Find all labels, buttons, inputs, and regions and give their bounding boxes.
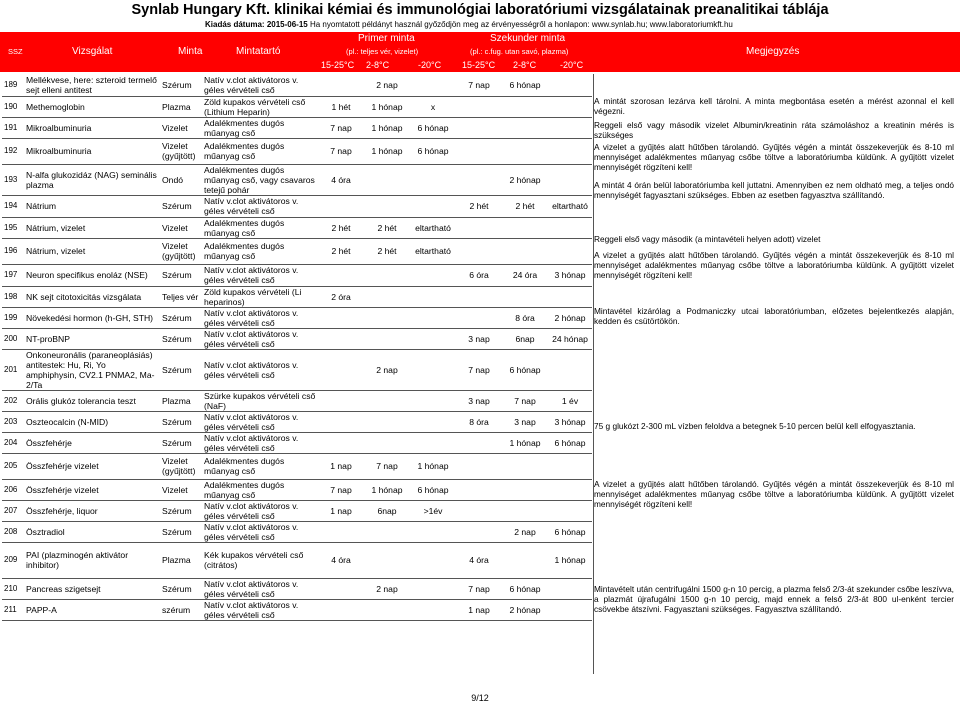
primer-storage-1: 2 óra [318,286,364,307]
szekunder-storage-2 [502,117,548,138]
primer-storage-2 [364,599,410,620]
test-name: Neuron specifikus enoláz (NSE) [24,264,160,286]
row-number: 209 [2,542,24,578]
primer-storage-1 [318,307,364,328]
primer-storage-1 [318,349,364,390]
temp-4: 15-25°C [462,60,496,70]
primer-storage-1: 4 óra [318,542,364,578]
test-name: Ösztradiol [24,521,160,542]
primer-storage-3 [410,411,456,432]
sample-material: Szérum [160,307,202,328]
note-198: Mintavétel kizárólag a Podmaniczky utcai laboratóriumban, előzetes bejelentkezés alapján, kedden és csütörtökön. [594,306,954,327]
szekunder-storage-3: 1 hónap [548,542,592,578]
test-name: PAPP-A [24,599,160,620]
szekunder-storage-3 [548,500,592,521]
primer-storage-1 [318,521,364,542]
header-ssz: SSZ [8,47,23,56]
primer-storage-1: 7 nap [318,479,364,500]
szekunder-storage-1 [456,217,502,238]
test-name: PAI (plazminogén aktivátor inhibitor) [24,542,160,578]
table-row [2,500,592,521]
szekunder-storage-1 [456,500,502,521]
primer-storage-2: 2 nap [364,578,410,599]
sample-material: Szérum [160,521,202,542]
szekunder-storage-1: 7 nap [456,349,502,390]
primer-storage-3 [410,286,456,307]
primer-storage-3 [410,349,456,390]
szekunder-storage-2: 24 óra [502,264,548,286]
document-title: Synlab Hungary Kft. klinikai kémiai és immunológiai laboratóriumi vizsgálatainak preanalitikai táblája [131,2,829,18]
issue-line [205,19,960,31]
sample-material: Plazma [160,542,202,578]
szekunder-storage-2: 2 hónap [502,599,548,620]
primer-storage-2 [364,195,410,217]
primer-storage-1: 1 hét [318,96,364,117]
primer-storage-2: 2 nap [364,349,410,390]
primer-storage-2 [364,521,410,542]
szekunder-storage-3 [548,349,592,390]
table-row [2,411,592,432]
primer-storage-1 [318,264,364,286]
sample-container: Natív v.clot aktivátoros v. géles vérvételi cső [202,411,318,432]
issue-date: 2015-06-15 [266,20,308,29]
sample-container: Natív v.clot aktivátoros v. géles vérvételi cső [202,74,318,96]
szekunder-storage-3 [548,138,592,164]
szekunder-storage-2 [502,217,548,238]
szekunder-storage-2: 2 nap [502,521,548,542]
primer-storage-3: 1 hónap [410,453,456,479]
primer-storage-3 [410,542,456,578]
test-name: Onkoneuronális (paraneoplásiás) antitestek: Hu, Ri, Yo amphiphysin, CV2.1 PNMA2, Ma-2/Ta [24,349,160,390]
test-name: NT-proBNP [24,328,160,349]
row-number: 192 [2,138,24,164]
note-190: A mintát szorosan lezárva kell tárolni. A minta megbontása esetén a mérést azonnal el kell végezni. [594,96,954,117]
primer-storage-3: 6 hónap [410,138,456,164]
sample-material: szérum [160,599,202,620]
table-header [0,32,960,72]
sample-container: Natív v.clot aktivátoros v. géles vérvételi cső [202,521,318,542]
primer-storage-2 [364,432,410,453]
szekunder-storage-1: 2 hét [456,195,502,217]
test-name: Mikroalbuminuria [24,117,160,138]
test-name: Nátrium, vizelet [24,238,160,264]
szekunder-storage-2 [502,453,548,479]
sample-container: Adalékmentes dugós műanyag cső, vagy csavaros tetejű pohár [202,164,318,195]
szekunder-storage-3 [548,217,592,238]
szekunder-storage-3 [548,238,592,264]
primer-storage-1 [318,390,364,411]
szekunder-storage-3: 3 hónap [548,264,592,286]
szekunder-storage-1 [456,164,502,195]
szekunder-storage-2: 6 hónap [502,74,548,96]
primer-storage-2: 1 hónap [364,117,410,138]
temp-6: -20°C [560,60,584,70]
row-number: 203 [2,411,24,432]
primer-storage-2 [364,542,410,578]
primer-storage-1: 7 nap [318,117,364,138]
szekunder-storage-1: 4 óra [456,542,502,578]
szekunder-storage-1: 6 óra [456,264,502,286]
primer-storage-1: 2 hét [318,238,364,264]
primer-storage-2 [364,411,410,432]
primer-storage-1 [318,432,364,453]
szekunder-storage-3 [548,578,592,599]
table-row [2,96,592,117]
szekunder-storage-2: 6nap [502,328,548,349]
szekunder-storage-1 [456,479,502,500]
table-row [2,286,592,307]
test-name: Orális glukóz tolerancia teszt [24,390,160,411]
sample-material: Szérum [160,500,202,521]
sample-material: Szérum [160,328,202,349]
szekunder-storage-3: 24 hónap [548,328,592,349]
test-name: Oszteocalcin (N-MID) [24,411,160,432]
table-row [2,164,592,195]
row-number: 206 [2,479,24,500]
header-minta: Minta [178,46,203,57]
sample-material: Szérum [160,264,202,286]
test-name: Mellékvese, here: szteroid termelő sejt elleni antitest [24,74,160,96]
sample-material: Ondó [160,164,202,195]
issue-label: Kiadás dátuma: [205,20,265,29]
szekunder-storage-2: 3 nap [502,411,548,432]
table-row [2,217,592,238]
row-number: 194 [2,195,24,217]
sample-material: Plazma [160,390,202,411]
sample-container: Adalékmentes dugós műanyag cső [202,238,318,264]
note-205: A vizelet a gyűjtés alatt hűtőben tárolandó. Gyűjtés végén a mintát összekeverjük és 8-10 ml mennyiséget adalékmentes műanyag csőbe töltve a laboratóriumba küldünk. A gyűjtött vizelet mennyiségét rögzíteni kell! [594,479,954,510]
sample-material: Vizelet (gyűjtött) [160,453,202,479]
sample-material: Vizelet [160,217,202,238]
sample-material: Szérum [160,349,202,390]
primer-storage-1 [318,578,364,599]
primer-storage-2: 6nap [364,500,410,521]
primer-storage-3 [410,195,456,217]
szekunder-storage-1: 7 nap [456,578,502,599]
primer-storage-2: 2 hét [364,238,410,264]
note-191: Reggeli első vagy második vizelet Albumin/kreatinin ráta számoláshoz a kreatinin mérés is szükséges [594,120,954,141]
primer-storage-3: eltartható [410,217,456,238]
szekunder-storage-3 [548,117,592,138]
table-row [2,599,592,620]
table-row [2,117,592,138]
test-name: Növekedési hormon (h-GH, STH) [24,307,160,328]
sample-container: Adalékmentes dugós műanyag cső [202,217,318,238]
szekunder-storage-2: 1 hónap [502,432,548,453]
primer-storage-2 [364,286,410,307]
row-number: 208 [2,521,24,542]
sample-material: Szérum [160,411,202,432]
row-number: 211 [2,599,24,620]
header-szekunder: Szekunder minta [490,33,566,44]
row-number: 210 [2,578,24,599]
sample-material: Vizelet (gyűjtött) [160,138,202,164]
table-row [2,542,592,578]
primer-storage-1 [318,411,364,432]
table-row [2,238,592,264]
table-row [2,328,592,349]
szekunder-storage-1: 3 nap [456,390,502,411]
sample-material: Szérum [160,195,202,217]
row-number: 204 [2,432,24,453]
primer-storage-2: 1 hónap [364,138,410,164]
sample-container: Natív v.clot aktivátoros v. géles vérvételi cső [202,307,318,328]
szekunder-storage-1: 7 nap [456,74,502,96]
szekunder-storage-1 [456,138,502,164]
primer-storage-3 [410,328,456,349]
page-number: 9/12 [471,693,489,703]
row-number: 193 [2,164,24,195]
row-number: 190 [2,96,24,117]
szekunder-storage-3 [548,164,592,195]
sample-container: Natív v.clot aktivátoros v. géles vérvételi cső [202,264,318,286]
primer-storage-3 [410,578,456,599]
sample-material: Vizelet [160,117,202,138]
szekunder-storage-2 [502,138,548,164]
row-number: 205 [2,453,24,479]
szekunder-storage-2: 2 hónap [502,164,548,195]
primer-storage-3 [410,390,456,411]
row-number: 197 [2,264,24,286]
primer-storage-3 [410,164,456,195]
issue-note: Ha nyomtatott példányt használ győződjön meg az érvényességről a honlapon: www.synlab.hu; www.laboratoriumkft.hu [309,20,733,29]
szekunder-storage-3 [548,96,592,117]
sample-container: Natív v.clot aktivátoros v. géles vérvételi cső [202,500,318,521]
row-number: 196 [2,238,24,264]
header-vizsgalat: Vizsgálat [72,46,113,57]
primer-storage-1: 1 nap [318,500,364,521]
primer-storage-3 [410,599,456,620]
row-number: 202 [2,390,24,411]
szekunder-storage-3: 2 hónap [548,307,592,328]
table-row [2,479,592,500]
primer-storage-1 [318,328,364,349]
note-209: Mintavételt után centrifugálni 1500 g-n 10 percig, a plazma felső 2/3-át szekunder csőbe leszívva, a plazmát újrafugálni 1500 g-n 10 percig, majd ennek a felső 2/3-át 800 ul-enként tercier csövekbe átszívni. Fagyasztani szükséges. Fagyasztva szállítandó. [594,584,954,615]
row-number: 207 [2,500,24,521]
szekunder-storage-2: 2 hét [502,195,548,217]
test-name: Összfehérje [24,432,160,453]
sample-container: Szürke kupakos vérvételi cső (NaF) [202,390,318,411]
szekunder-storage-2: 8 óra [502,307,548,328]
table-row [2,390,592,411]
primer-storage-2 [364,307,410,328]
table-row [2,307,592,328]
row-number: 200 [2,328,24,349]
primer-storage-3 [410,521,456,542]
primer-storage-2 [364,264,410,286]
szekunder-storage-3: eltartható [548,195,592,217]
row-number: 198 [2,286,24,307]
test-name: Nátrium, vizelet [24,217,160,238]
sample-material: Teljes vér [160,286,202,307]
sample-container: Natív v.clot aktivátoros v. géles vérvételi cső [202,432,318,453]
sample-container: Natív v.clot aktivátoros v. géles vérvételi cső [202,349,318,390]
temp-1: 15-25°C [321,60,355,70]
table-row [2,432,592,453]
test-name: Összfehérje vizelet [24,479,160,500]
table-row [2,521,592,542]
sample-container: Zöld kupakos vérvételi cső (Lithium Heparin) [202,96,318,117]
note-196: A vizelet a gyűjtés alatt hűtőben tárolandó. Gyűjtés végén a mintát összekeverjük és 8-10 ml mennyiséget adalékmentes műanyag csőbe töltve a laboratóriumba küldünk. A gyűjtött vizelet mennyiségét rögzíteni kell! [594,250,954,281]
primer-storage-3 [410,264,456,286]
table-row [2,264,592,286]
primer-storage-2: 1 hónap [364,96,410,117]
primer-storage-2: 2 hét [364,217,410,238]
test-name: NK sejt citotoxicitás vizsgálata [24,286,160,307]
szekunder-storage-2 [502,479,548,500]
szekunder-storage-2 [502,238,548,264]
note-195: Reggeli első vagy második (a mintavételi helyen adott) vizelet [594,234,821,244]
primer-storage-3 [410,307,456,328]
sample-container: Adalékmentes dugós műanyag cső [202,479,318,500]
sample-container: Adalékmentes dugós műanyag cső [202,453,318,479]
szekunder-storage-2 [502,500,548,521]
szekunder-storage-3 [548,479,592,500]
primer-storage-3: >1év [410,500,456,521]
table-row [2,349,592,390]
szekunder-storage-1: 3 nap [456,328,502,349]
szekunder-storage-3: 6 hónap [548,521,592,542]
szekunder-storage-1 [456,307,502,328]
primer-storage-1: 4 óra [318,164,364,195]
szekunder-storage-1 [456,96,502,117]
header-primer-sub: (pl.: teljes vér, vizelet) [346,47,419,56]
szekunder-storage-2: 6 hónap [502,349,548,390]
test-name: N-alfa glukozidáz (NAG) seminális plazma [24,164,160,195]
primer-storage-3: eltartható [410,238,456,264]
szekunder-storage-1 [456,117,502,138]
szekunder-storage-3 [548,453,592,479]
primer-storage-3: 6 hónap [410,479,456,500]
szekunder-storage-1 [456,286,502,307]
primer-storage-3 [410,432,456,453]
row-number: 201 [2,349,24,390]
test-name: Methemoglobin [24,96,160,117]
szekunder-storage-3 [548,286,592,307]
szekunder-storage-3: 6 hónap [548,432,592,453]
szekunder-storage-1 [456,453,502,479]
primer-storage-3: x [410,96,456,117]
sample-material: Vizelet [160,479,202,500]
primer-storage-3 [410,74,456,96]
primer-storage-1 [318,195,364,217]
table-row [2,74,592,96]
test-name: Nátrium [24,195,160,217]
szekunder-storage-1: 8 óra [456,411,502,432]
header-megjegyzes: Megjegyzés [746,46,800,57]
szekunder-storage-3: 3 hónap [548,411,592,432]
sample-container: Zöld kupakos vérvételi (Li heparinos) [202,286,318,307]
sample-container: Natív v.clot aktivátoros v. géles vérvételi cső [202,599,318,620]
sample-material: Vizelet (gyűjtött) [160,238,202,264]
szekunder-storage-3: 1 év [548,390,592,411]
szekunder-storage-2 [502,286,548,307]
table-row [2,453,592,479]
temp-5: 2-8°C [513,60,537,70]
szekunder-storage-2 [502,542,548,578]
sample-container: Natív v.clot aktivátoros v. géles vérvételi cső [202,578,318,599]
header-mintatarto: Mintatartó [236,46,281,57]
primer-storage-2 [364,390,410,411]
szekunder-storage-2: 7 nap [502,390,548,411]
note-202: 75 g glukózt 2-300 mL vízben feloldva a betegnek 5-10 percen belül kell elfogyasztania. [594,421,916,431]
primer-storage-1: 2 hét [318,217,364,238]
header-primer: Primer minta [358,33,415,44]
preanalytics-table [2,74,592,621]
primer-storage-1: 7 nap [318,138,364,164]
primer-storage-1: 1 nap [318,453,364,479]
row-number: 199 [2,307,24,328]
sample-material: Szérum [160,432,202,453]
szekunder-storage-1: 1 nap [456,599,502,620]
szekunder-storage-2: 6 hónap [502,578,548,599]
test-name: Összfehérje, liquor [24,500,160,521]
sample-container: Adalékmentes dugós műanyag cső [202,138,318,164]
note-193: A mintát 4 órán belül laboratóriumba kell juttatni. Amennyiben ez nem oldható meg, a teljes ondó mennyiségét fagyasztani szükséges. Ebben az esetben fagyasztva szállítandó. [594,180,954,201]
primer-storage-1 [318,599,364,620]
sample-material: Plazma [160,96,202,117]
szekunder-storage-3 [548,599,592,620]
row-number: 189 [2,74,24,96]
row-number: 195 [2,217,24,238]
sample-container: Kék kupakos vérvételi cső (citrátos) [202,542,318,578]
sample-material: Szérum [160,74,202,96]
table-row [2,195,592,217]
szekunder-storage-1 [456,521,502,542]
test-name: Mikroalbuminuria [24,138,160,164]
szekunder-storage-2 [502,96,548,117]
primer-storage-2: 7 nap [364,453,410,479]
sample-container: Natív v.clot aktivátoros v. géles vérvételi cső [202,328,318,349]
szekunder-storage-3 [548,74,592,96]
temp-2: 2-8°C [366,60,390,70]
sample-container: Adalékmentes dugós műanyag cső [202,117,318,138]
note-192: A vizelet a gyűjtés alatt hűtőben tárolandó. Gyűjtés végén a mintát összekeverjük és 8-10 ml mennyiséget adalékmentes műanyag csőbe töltve a laboratóriumba küldünk. A gyűjtött vizelet mennyiségét rögzíteni kell! [594,142,954,173]
primer-storage-2: 1 hónap [364,479,410,500]
primer-storage-2 [364,164,410,195]
sample-container: Natív v.clot aktivátoros v. géles vérvételi cső [202,195,318,217]
temp-3: -20°C [418,60,442,70]
szekunder-storage-1 [456,238,502,264]
test-name: Pancreas szigetsejt [24,578,160,599]
sample-material: Szérum [160,578,202,599]
primer-storage-1 [318,74,364,96]
test-name: Összfehérje vizelet [24,453,160,479]
table-row [2,578,592,599]
table-row [2,138,592,164]
header-szekunder-sub: (pl.: c.fug. utan savó, plazma) [470,47,569,56]
primer-storage-2 [364,328,410,349]
primer-storage-3: 6 hónap [410,117,456,138]
row-number: 191 [2,117,24,138]
szekunder-storage-1 [456,432,502,453]
primer-storage-2: 2 nap [364,74,410,96]
